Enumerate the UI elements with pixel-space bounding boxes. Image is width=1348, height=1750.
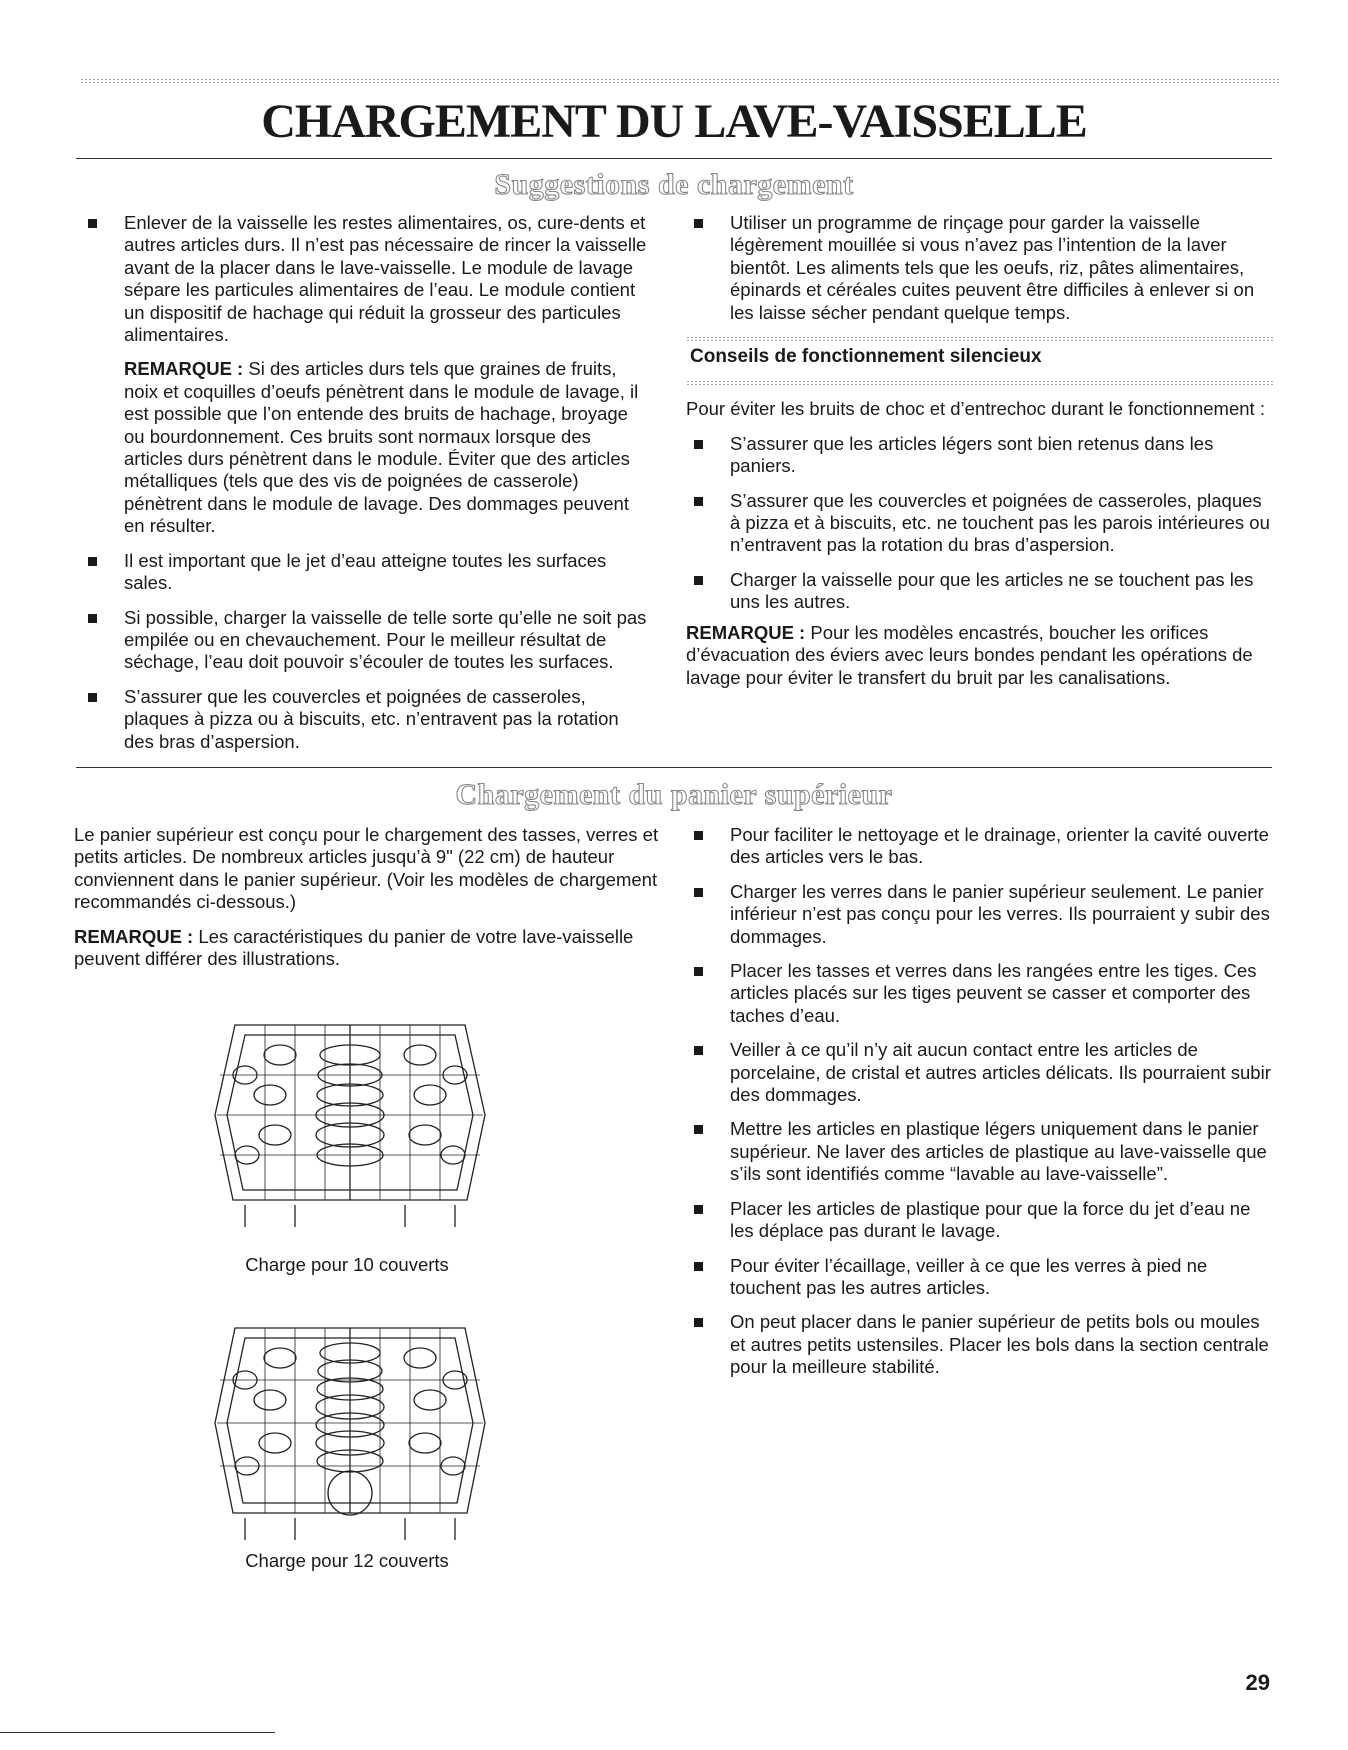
list-item: Si possible, charger la vaisselle de telle sorte qu’elle ne soit pas empilée ou en chevauchement. Pour le meilleur résultat de séchage, l’eau doit pouvoir s’écouler de toutes les surfaces. (80, 607, 650, 674)
list-item: Enlever de la vaisselle les restes alimentaires, os, cure-dents et autres articles durs. Il n’est pas nécessaire de rincer la vaisselle avant de la placer dans le lave-vaisselle. Le module de lavage sépare les particules alimentaires de l’eau. Le module contient un dispositif de hachage qui réduit la grosseur des particules alimentaires. (80, 212, 650, 346)
list-item: S’assurer que les couvercles et poignées de casseroles, plaques à pizza et à biscuits, etc. ne touchent pas les parois intérieures ou n’entravent pas la rotation du bras d’aspersion. (686, 490, 1274, 557)
note-label: REMARQUE : (74, 925, 194, 947)
note-text: Pour les modèles encastrés, boucher les orifices d’évacuation des éviers avec leurs bondes pendant les opérations de lavage pour éviter le transfert du bruit par les canalisations. (686, 621, 1253, 688)
caption-12-settings: Charge pour 12 couverts (245, 1550, 449, 1571)
section-rule (76, 767, 1272, 768)
list-item: Il est important que le jet d’eau atteigne toutes les surfaces sales. (80, 550, 650, 595)
quiet-tips-heading: Conseils de fonctionnement silencieux (690, 346, 1042, 368)
section-heading-suggestions: Suggestions de chargement (494, 168, 854, 201)
list-item: Charger les verres dans le panier supérieur seulement. Le panier inférieur n’est pas conçu pour les verres. Ils pourraient y subir des dommages. (686, 881, 1274, 948)
top-dotted-band (80, 78, 1280, 84)
list-item: S’assurer que les couvercles et poignées de casseroles, plaques à pizza ou à biscuits, etc. n’entravent pas la rotation des bras d’aspersion. (80, 686, 650, 753)
suggestions-left-column (80, 212, 650, 765)
list-item: Utiliser un programme de rinçage pour garder la vaisselle légèrement mouillée si vous n’avez pas l’intention de la laver bientôt. Les aliments tels que les oeufs, riz, pâtes alimentaires, épinards et céréales cuites peuvent être difficiles à enlever si on les laisse sécher pendant quelque temps. (686, 212, 1274, 324)
footer-line (0, 1732, 275, 1733)
upper-rack-intro: Le panier supérieur est conçu pour le chargement des tasses, verres et petits articles. De nombreux articles jusqu’à 9" (22 cm) de hauteur conviennent dans le panier supérieur. (Voir les modèles de chargement recommandés ci-dessous.) (74, 824, 659, 913)
list-item: Pour faciliter le nettoyage et le drainage, orienter la cavité ouverte des articles vers le bas. (686, 824, 1274, 869)
dotted-separator (686, 336, 1274, 342)
note-label: REMARQUE : (124, 358, 244, 380)
title-rule (76, 158, 1272, 159)
list-item: On peut placer dans le panier supérieur de petits bols ou moules et autres petits ustensiles. Placer les bols dans la section centrale pour la meilleure stabilité. (686, 1311, 1274, 1378)
caption-10-settings: Charge pour 10 couverts (245, 1254, 449, 1275)
list-item: Mettre les articles en plastique légers uniquement dans le panier supérieur. Ne laver des articles de plastique au lave-vaisselle que s’ils sont identifiés comme “lavable au lave-vaisselle”. (686, 1118, 1274, 1185)
note-paragraph (80, 358, 650, 537)
page-title: CHARGEMENT DU LAVE-VAISSELLE (261, 95, 1087, 148)
upper-rack-left-column (74, 824, 674, 982)
list-item: S’assurer que les articles légers sont bien retenus dans les paniers. (686, 433, 1274, 478)
note-label: REMARQUE : (686, 621, 806, 643)
section-heading-upper-rack: Chargement du panier supérieur (455, 778, 893, 811)
rack-illustration-12-settings (205, 1308, 495, 1548)
list-item: Placer les tasses et verres dans les rangées entre les tiges. Ces articles placés sur les tiges peuvent se casser et comporter des taches d’eau. (686, 960, 1274, 1027)
dotted-separator (686, 380, 1274, 386)
suggestions-right-column (686, 212, 1274, 701)
list-item: Placer les articles de plastique pour que la force du jet d’eau ne les déplace pas durant le lavage. (686, 1198, 1274, 1243)
upper-rack-note (74, 926, 674, 971)
rack-illustration-10-settings (205, 1005, 495, 1235)
list-item: Veiller à ce qu’il n’y ait aucun contact entre les articles de porcelaine, de cristal et autres articles délicats. Ils pourraient subir des dommages. (686, 1039, 1274, 1106)
list-item: Charger la vaisselle pour que les articles ne se touchent pas les uns les autres. (686, 569, 1274, 614)
note-text: Les caractéristiques du panier de votre lave-vaisselle peuvent différer des illustrations. (74, 925, 634, 970)
quiet-intro: Pour éviter les bruits de choc et d’entrechoc durant le fonctionnement : (686, 398, 1265, 420)
list-item: Pour éviter l’écaillage, veiller à ce que les verres à pied ne touchent pas les autres articles. (686, 1255, 1274, 1300)
upper-rack-right-column (686, 824, 1274, 1391)
page-number: 29 (1245, 1670, 1270, 1695)
note-text: Si des articles durs tels que graines de fruits, noix et coquilles d’oeufs pénètrent dans le module de lavage, il est possible que l’on entende des bruits de hachage, broyage ou bourdonnement. Ces bruits sont normaux lorsque des articles durs pénètrent dans le module. Éviter que des articles métalliques (tels que des vis de poignées de casserole) pénètrent dans le module de lavage. Des dommages peuvent en résulter. (124, 358, 639, 537)
quiet-note-paragraph (686, 622, 1274, 689)
